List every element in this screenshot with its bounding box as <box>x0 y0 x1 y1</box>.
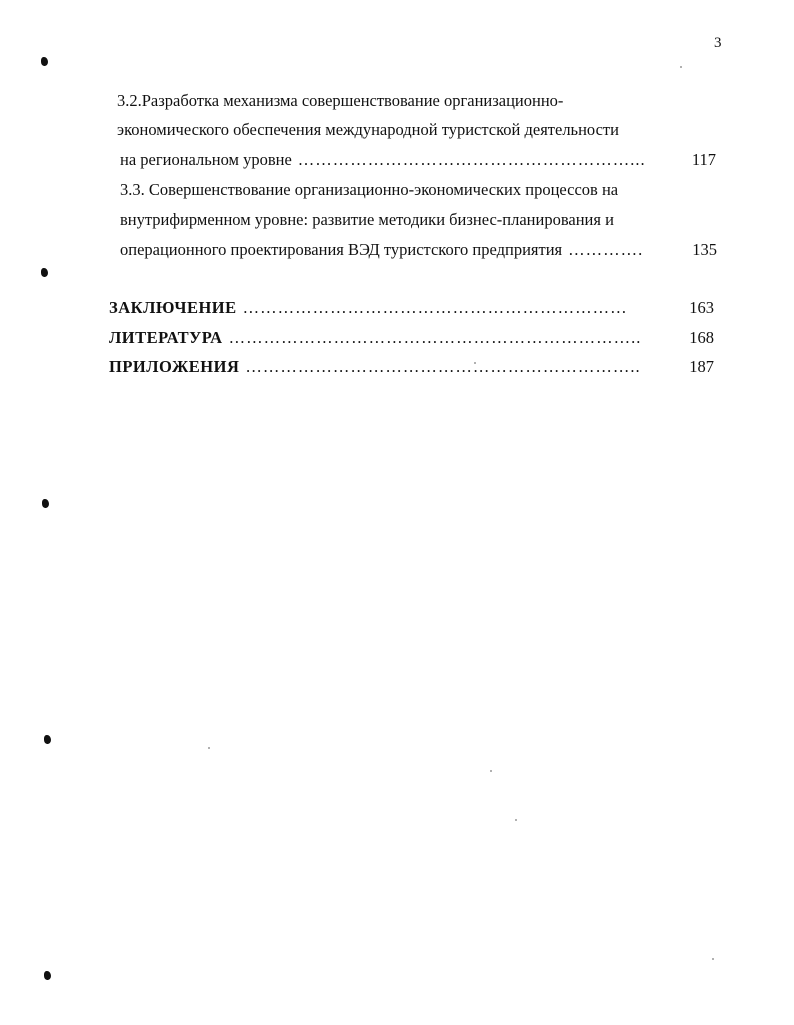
toc-chapter-appendices <box>109 357 714 377</box>
toc-entry-3-2-line-1: 3.2.Разработка механизма совершенствование организационно- <box>117 91 564 110</box>
toc-page-number: 163 <box>689 298 714 317</box>
toc-entry-3-3-line-3 <box>120 240 717 260</box>
toc-entry-3-3-line-2: внутрифирменном уровне: развитие методики бизнес-планирования и <box>120 210 614 229</box>
toc-entry-text: на региональном уровне <box>120 150 292 169</box>
toc-leader-dots: …………………………………………………………….. <box>228 328 642 347</box>
toc-leader-dots: …………. <box>568 240 644 259</box>
scan-speck <box>680 66 682 68</box>
toc-chapter-title: ЛИТЕРАТУРА <box>109 328 223 347</box>
toc-entry-3-2-line-2: экономического обеспечения международной туристской деятельности <box>117 120 619 139</box>
toc-leader-dots: ………………………………………………………… <box>242 298 628 317</box>
scan-speck <box>208 747 210 749</box>
toc-chapter-title: ЗАКЛЮЧЕНИЕ <box>109 298 237 317</box>
binding-mark <box>44 735 51 744</box>
toc-page-number: 168 <box>689 328 714 347</box>
toc-page-number: 187 <box>689 357 714 376</box>
toc-page-number: 117 <box>691 150 716 169</box>
toc-entry-3-2-line-3 <box>120 150 716 170</box>
toc-entry-text: операционного проектирования ВЭД туристского предприятия <box>120 240 563 259</box>
toc-entry-3-3-line-1: 3.3. Совершенствование организационно-экономических процессов на <box>120 180 619 199</box>
toc-chapter-title: ПРИЛОЖЕНИЯ <box>109 357 240 376</box>
binding-mark <box>41 57 48 66</box>
scan-speck <box>515 819 517 821</box>
scan-speck <box>712 958 714 960</box>
scan-speck <box>490 770 492 772</box>
toc-leader-dots: ………………………………………………………….. <box>245 357 641 376</box>
toc-chapter-conclusion <box>109 298 714 318</box>
binding-mark <box>41 268 48 277</box>
toc-chapter-literature <box>109 328 714 348</box>
toc-page-number: 135 <box>692 240 717 259</box>
page-number: 3 <box>714 35 722 51</box>
binding-mark <box>42 499 49 508</box>
toc-leader-dots: …………………………………………………... <box>297 150 646 169</box>
binding-mark <box>44 971 51 980</box>
